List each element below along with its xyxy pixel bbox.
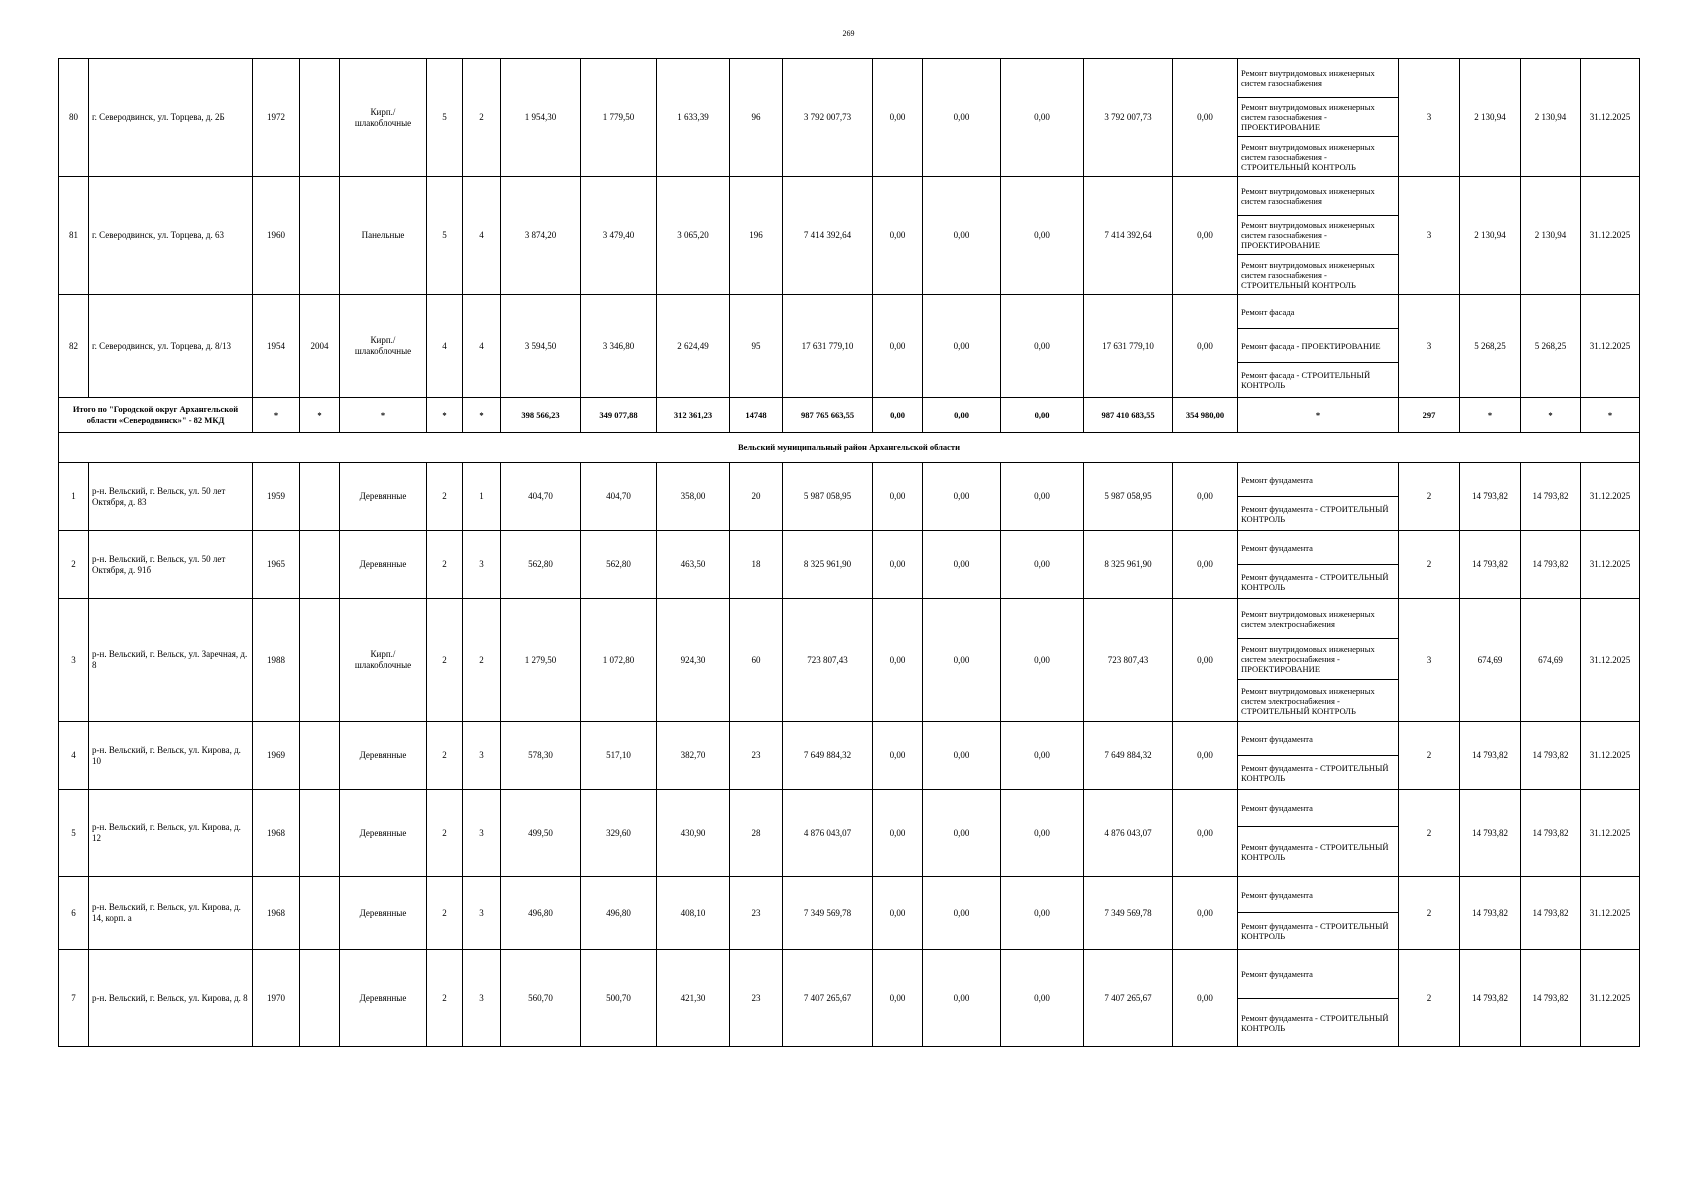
- cell-max-cost: 674,69: [1521, 599, 1581, 722]
- cell-fund-other: 0,00: [1173, 463, 1238, 531]
- cell-work-type: Ремонт фасада - ПРОЕКТИРОВАНИЕ: [1238, 329, 1399, 363]
- section-header-row: [59, 433, 1640, 463]
- cell-area-living: 430,90: [657, 790, 730, 877]
- cell-fund-mun: 0,00: [1001, 531, 1084, 599]
- cell-fund-owners: 7 649 884,32: [1084, 722, 1173, 790]
- table-row: [59, 177, 1640, 216]
- cell-walls: Деревянные: [340, 463, 427, 531]
- cell-residents: 96: [730, 59, 783, 177]
- cell-residents: 60: [730, 599, 783, 722]
- cell-area-total: 3 874,20: [501, 177, 581, 295]
- cell-cost-total: 7 349 569,78: [783, 877, 873, 950]
- section-title: Вельский муниципальный район Архангельской области: [59, 433, 1640, 463]
- cell-fund-owners: 5 987 058,95: [1084, 463, 1173, 531]
- cell-area-rooms: 329,60: [581, 790, 657, 877]
- cell-fund-mun: 0,00: [1001, 295, 1084, 398]
- cell-fund-mun: 0,00: [1001, 790, 1084, 877]
- cell-fund-reg: 0,00: [923, 790, 1001, 877]
- cell-entrances: 2: [463, 59, 501, 177]
- cell-n-works: 2: [1399, 531, 1460, 599]
- cell-entrances: 3: [463, 950, 501, 1047]
- cell-residents: 23: [730, 877, 783, 950]
- total-n-works: 297: [1399, 398, 1460, 433]
- cell-n-works: 3: [1399, 295, 1460, 398]
- cell-n-works: 2: [1399, 463, 1460, 531]
- table-row: [59, 877, 1640, 913]
- cell-fund-fed: 0,00: [873, 950, 923, 1047]
- cell-year-reno: [300, 877, 340, 950]
- total-floors: *: [427, 398, 463, 433]
- cell-year-reno: [300, 722, 340, 790]
- cell-area-living: 3 065,20: [657, 177, 730, 295]
- cell-area-rooms: 3 346,80: [581, 295, 657, 398]
- total-max-cost: *: [1521, 398, 1581, 433]
- cell-n-works: 3: [1399, 599, 1460, 722]
- cell-area-rooms: 1 072,80: [581, 599, 657, 722]
- cell-area-living: 924,30: [657, 599, 730, 722]
- cell-unit-cost: 14 793,82: [1460, 463, 1521, 531]
- cell-fund-mun: 0,00: [1001, 599, 1084, 722]
- cell-year-reno: [300, 950, 340, 1047]
- cell-work-type: Ремонт внутридомовых инженерных систем газоснабжения - СТРОИТЕЛЬНЫЙ КОНТРОЛЬ: [1238, 255, 1399, 295]
- cell-no: 7: [59, 950, 89, 1047]
- cell-area-living: 1 633,39: [657, 59, 730, 177]
- cell-address: р-н. Вельский, г. Вельск, ул. 50 лет Октября, д. 91б: [89, 531, 253, 599]
- cell-address: р-н. Вельский, г. Вельск, ул. Заречная, д. 8: [89, 599, 253, 722]
- cell-area-rooms: 562,80: [581, 531, 657, 599]
- total-row: [59, 398, 1640, 433]
- cell-fund-fed: 0,00: [873, 177, 923, 295]
- cell-fund-reg: 0,00: [923, 950, 1001, 1047]
- cell-n-works: 2: [1399, 790, 1460, 877]
- table-row: [59, 295, 1640, 329]
- page-number: 269: [842, 29, 855, 38]
- cell-fund-other: 0,00: [1173, 531, 1238, 599]
- cell-address: р-н. Вельский, г. Вельск, ул. 50 лет Октября, д. 83: [89, 463, 253, 531]
- cell-deadline: 31.12.2025: [1581, 531, 1640, 599]
- cell-floors: 2: [427, 722, 463, 790]
- cell-walls: Деревянные: [340, 950, 427, 1047]
- cell-fund-owners: 17 631 779,10: [1084, 295, 1173, 398]
- cell-entrances: 3: [463, 722, 501, 790]
- cell-year-reno: [300, 59, 340, 177]
- cell-unit-cost: 14 793,82: [1460, 790, 1521, 877]
- cell-residents: 23: [730, 950, 783, 1047]
- cell-deadline: 31.12.2025: [1581, 295, 1640, 398]
- cell-area-living: 358,00: [657, 463, 730, 531]
- cell-deadline: 31.12.2025: [1581, 59, 1640, 177]
- cell-year-built: 1959: [253, 463, 300, 531]
- cell-floors: 5: [427, 59, 463, 177]
- cell-address: р-н. Вельский, г. Вельск, ул. Кирова, д. 10: [89, 722, 253, 790]
- cell-walls: Панельные: [340, 177, 427, 295]
- cell-entrances: 3: [463, 790, 501, 877]
- cell-work-type: Ремонт внутридомовых инженерных систем газоснабжения: [1238, 59, 1399, 98]
- cell-address: г. Северодвинск, ул. Торцева, д. 63: [89, 177, 253, 295]
- cell-unit-cost: 674,69: [1460, 599, 1521, 722]
- cell-area-total: 1 279,50: [501, 599, 581, 722]
- cell-max-cost: 2 130,94: [1521, 177, 1581, 295]
- total-fund-owners: 987 410 683,55: [1084, 398, 1173, 433]
- cell-year-built: 1968: [253, 790, 300, 877]
- cell-fund-fed: 0,00: [873, 722, 923, 790]
- table-body: [59, 59, 1640, 1047]
- cell-fund-other: 0,00: [1173, 790, 1238, 877]
- total-deadline: *: [1581, 398, 1640, 433]
- cell-floors: 2: [427, 531, 463, 599]
- cell-walls: Деревянные: [340, 531, 427, 599]
- cell-fund-reg: 0,00: [923, 531, 1001, 599]
- cell-work-type: Ремонт фундамента - СТРОИТЕЛЬНЫЙ КОНТРОЛЬ: [1238, 756, 1399, 790]
- cell-fund-owners: 3 792 007,73: [1084, 59, 1173, 177]
- cell-address: г. Северодвинск, ул. Торцева, д. 2Б: [89, 59, 253, 177]
- cell-entrances: 2: [463, 599, 501, 722]
- cell-work-type: Ремонт фундамента: [1238, 877, 1399, 913]
- cell-fund-mun: 0,00: [1001, 463, 1084, 531]
- cell-residents: 28: [730, 790, 783, 877]
- cell-fund-reg: 0,00: [923, 295, 1001, 398]
- cell-no: 4: [59, 722, 89, 790]
- cell-max-cost: 14 793,82: [1521, 877, 1581, 950]
- cell-fund-mun: 0,00: [1001, 59, 1084, 177]
- cell-fund-fed: 0,00: [873, 59, 923, 177]
- cell-no: 5: [59, 790, 89, 877]
- cell-fund-owners: 723 807,43: [1084, 599, 1173, 722]
- cell-fund-fed: 0,00: [873, 790, 923, 877]
- cell-floors: 2: [427, 599, 463, 722]
- cell-fund-owners: 4 876 043,07: [1084, 790, 1173, 877]
- cell-deadline: 31.12.2025: [1581, 790, 1640, 877]
- cell-year-built: 1968: [253, 877, 300, 950]
- cell-residents: 196: [730, 177, 783, 295]
- cell-work-type: Ремонт внутридомовых инженерных систем газоснабжения - СТРОИТЕЛЬНЫЙ КОНТРОЛЬ: [1238, 137, 1399, 177]
- cell-floors: 2: [427, 877, 463, 950]
- cell-floors: 5: [427, 177, 463, 295]
- cell-deadline: 31.12.2025: [1581, 177, 1640, 295]
- cell-work-type: Ремонт фундамента: [1238, 790, 1399, 827]
- cell-work-type: Ремонт фундамента - СТРОИТЕЛЬНЫЙ КОНТРОЛЬ: [1238, 913, 1399, 950]
- cell-residents: 95: [730, 295, 783, 398]
- cell-no: 80: [59, 59, 89, 177]
- cell-floors: 2: [427, 463, 463, 531]
- cell-fund-owners: 7 414 392,64: [1084, 177, 1173, 295]
- total-area-living: 312 361,23: [657, 398, 730, 433]
- total-fund-reg: 0,00: [923, 398, 1001, 433]
- cell-entrances: 4: [463, 177, 501, 295]
- cell-deadline: 31.12.2025: [1581, 877, 1640, 950]
- cell-fund-mun: 0,00: [1001, 177, 1084, 295]
- cell-fund-other: 0,00: [1173, 877, 1238, 950]
- cell-year-built: 1972: [253, 59, 300, 177]
- cell-fund-reg: 0,00: [923, 599, 1001, 722]
- cell-cost-total: 5 987 058,95: [783, 463, 873, 531]
- total-year-reno: *: [300, 398, 340, 433]
- cell-area-total: 499,50: [501, 790, 581, 877]
- cell-cost-total: 723 807,43: [783, 599, 873, 722]
- cell-address: р-н. Вельский, г. Вельск, ул. Кирова, д. 8: [89, 950, 253, 1047]
- cell-fund-reg: 0,00: [923, 177, 1001, 295]
- cell-entrances: 3: [463, 877, 501, 950]
- cell-entrances: 4: [463, 295, 501, 398]
- capital-repair-register-table: [58, 58, 1640, 1047]
- cell-address: р-н. Вельский, г. Вельск, ул. Кирова, д. 12: [89, 790, 253, 877]
- cell-work-type: Ремонт внутридомовых инженерных систем электроснабжения: [1238, 599, 1399, 639]
- cell-deadline: 31.12.2025: [1581, 722, 1640, 790]
- cell-walls: Деревянные: [340, 790, 427, 877]
- cell-year-reno: [300, 463, 340, 531]
- cell-no: 1: [59, 463, 89, 531]
- cell-area-total: 404,70: [501, 463, 581, 531]
- cell-fund-mun: 0,00: [1001, 950, 1084, 1047]
- cell-walls: Деревянные: [340, 722, 427, 790]
- cell-max-cost: 14 793,82: [1521, 790, 1581, 877]
- cell-unit-cost: 14 793,82: [1460, 877, 1521, 950]
- cell-area-living: 2 624,49: [657, 295, 730, 398]
- total-area-rooms: 349 077,88: [581, 398, 657, 433]
- cell-entrances: 1: [463, 463, 501, 531]
- cell-walls: Кирп./ шлакоблочные: [340, 59, 427, 177]
- cell-fund-other: 0,00: [1173, 950, 1238, 1047]
- cell-year-built: 1970: [253, 950, 300, 1047]
- cell-area-living: 408,10: [657, 877, 730, 950]
- cell-n-works: 3: [1399, 59, 1460, 177]
- cell-unit-cost: 2 130,94: [1460, 59, 1521, 177]
- total-fund-fed: 0,00: [873, 398, 923, 433]
- cell-deadline: 31.12.2025: [1581, 463, 1640, 531]
- cell-address: г. Северодвинск, ул. Торцева, д. 8/13: [89, 295, 253, 398]
- cell-floors: 2: [427, 790, 463, 877]
- cell-year-reno: 2004: [300, 295, 340, 398]
- cell-area-total: 560,70: [501, 950, 581, 1047]
- cell-area-rooms: 517,10: [581, 722, 657, 790]
- cell-cost-total: 8 325 961,90: [783, 531, 873, 599]
- cell-fund-other: 0,00: [1173, 722, 1238, 790]
- table-row: [59, 722, 1640, 756]
- cell-fund-mun: 0,00: [1001, 877, 1084, 950]
- table-row: [59, 531, 1640, 565]
- cell-year-built: 1969: [253, 722, 300, 790]
- total-fund-mun: 0,00: [1001, 398, 1084, 433]
- total-label: Итого по "Городской округ Архангельской области «Северодвинск»" - 82 МКД: [59, 398, 253, 433]
- cell-no: 81: [59, 177, 89, 295]
- total-fund-other: 354 980,00: [1173, 398, 1238, 433]
- cell-fund-fed: 0,00: [873, 295, 923, 398]
- cell-fund-fed: 0,00: [873, 463, 923, 531]
- cell-walls: Деревянные: [340, 877, 427, 950]
- cell-work-type: Ремонт фундамента - СТРОИТЕЛЬНЫЙ КОНТРОЛЬ: [1238, 999, 1399, 1047]
- cell-work-type: Ремонт внутридомовых инженерных систем газоснабжения - ПРОЕКТИРОВАНИЕ: [1238, 216, 1399, 255]
- cell-work-type: Ремонт фундамента - СТРОИТЕЛЬНЫЙ КОНТРОЛЬ: [1238, 565, 1399, 599]
- cell-fund-fed: 0,00: [873, 877, 923, 950]
- cell-unit-cost: 2 130,94: [1460, 177, 1521, 295]
- cell-area-rooms: 496,80: [581, 877, 657, 950]
- cell-year-built: 1960: [253, 177, 300, 295]
- total-residents: 14748: [730, 398, 783, 433]
- cell-area-total: 562,80: [501, 531, 581, 599]
- cell-area-rooms: 1 779,50: [581, 59, 657, 177]
- cell-n-works: 2: [1399, 722, 1460, 790]
- cell-fund-fed: 0,00: [873, 599, 923, 722]
- cell-fund-reg: 0,00: [923, 463, 1001, 531]
- cell-unit-cost: 14 793,82: [1460, 950, 1521, 1047]
- cell-work-type: Ремонт внутридомовых инженерных систем газоснабжения - ПРОЕКТИРОВАНИЕ: [1238, 98, 1399, 137]
- cell-area-rooms: 3 479,40: [581, 177, 657, 295]
- cell-fund-owners: 8 325 961,90: [1084, 531, 1173, 599]
- cell-cost-total: 7 407 265,67: [783, 950, 873, 1047]
- cell-fund-owners: 7 349 569,78: [1084, 877, 1173, 950]
- cell-n-works: 2: [1399, 950, 1460, 1047]
- total-cost-total: 987 765 663,55: [783, 398, 873, 433]
- table-row: [59, 463, 1640, 497]
- cell-fund-owners: 7 407 265,67: [1084, 950, 1173, 1047]
- cell-no: 2: [59, 531, 89, 599]
- cell-residents: 23: [730, 722, 783, 790]
- cell-year-reno: [300, 599, 340, 722]
- cell-n-works: 3: [1399, 177, 1460, 295]
- total-entrances: *: [463, 398, 501, 433]
- cell-cost-total: 4 876 043,07: [783, 790, 873, 877]
- cell-cost-total: 17 631 779,10: [783, 295, 873, 398]
- cell-max-cost: 5 268,25: [1521, 295, 1581, 398]
- cell-work-type: Ремонт фасада - СТРОИТЕЛЬНЫЙ КОНТРОЛЬ: [1238, 363, 1399, 398]
- cell-cost-total: 7 414 392,64: [783, 177, 873, 295]
- cell-walls: Кирп./ шлакоблочные: [340, 599, 427, 722]
- cell-work-type: Ремонт фундамента: [1238, 722, 1399, 756]
- cell-area-living: 421,30: [657, 950, 730, 1047]
- cell-residents: 18: [730, 531, 783, 599]
- cell-cost-total: 7 649 884,32: [783, 722, 873, 790]
- cell-area-living: 463,50: [657, 531, 730, 599]
- cell-area-total: 1 954,30: [501, 59, 581, 177]
- cell-no: 6: [59, 877, 89, 950]
- cell-max-cost: 2 130,94: [1521, 59, 1581, 177]
- cell-work-type: Ремонт внутридомовых инженерных систем газоснабжения: [1238, 177, 1399, 216]
- cell-max-cost: 14 793,82: [1521, 722, 1581, 790]
- cell-cost-total: 3 792 007,73: [783, 59, 873, 177]
- cell-no: 3: [59, 599, 89, 722]
- cell-work-type: Ремонт фундамента: [1238, 463, 1399, 497]
- cell-year-reno: [300, 790, 340, 877]
- table-row: [59, 790, 1640, 827]
- cell-work-type: Ремонт фундамента: [1238, 531, 1399, 565]
- cell-max-cost: 14 793,82: [1521, 531, 1581, 599]
- cell-fund-other: 0,00: [1173, 599, 1238, 722]
- total-year-built: *: [253, 398, 300, 433]
- cell-fund-fed: 0,00: [873, 531, 923, 599]
- cell-floors: 2: [427, 950, 463, 1047]
- table-row: [59, 59, 1640, 98]
- cell-deadline: 31.12.2025: [1581, 950, 1640, 1047]
- cell-unit-cost: 14 793,82: [1460, 531, 1521, 599]
- cell-unit-cost: 5 268,25: [1460, 295, 1521, 398]
- cell-year-built: 1965: [253, 531, 300, 599]
- cell-area-total: 3 594,50: [501, 295, 581, 398]
- cell-area-rooms: 500,70: [581, 950, 657, 1047]
- cell-unit-cost: 14 793,82: [1460, 722, 1521, 790]
- cell-work-type: Ремонт фундамента - СТРОИТЕЛЬНЫЙ КОНТРОЛЬ: [1238, 497, 1399, 531]
- cell-fund-reg: 0,00: [923, 59, 1001, 177]
- cell-floors: 4: [427, 295, 463, 398]
- cell-fund-other: 0,00: [1173, 295, 1238, 398]
- cell-area-total: 496,80: [501, 877, 581, 950]
- total-area-total: 398 566,23: [501, 398, 581, 433]
- cell-work-type: Ремонт фундамента: [1238, 950, 1399, 999]
- cell-n-works: 2: [1399, 877, 1460, 950]
- cell-fund-other: 0,00: [1173, 177, 1238, 295]
- cell-max-cost: 14 793,82: [1521, 950, 1581, 1047]
- cell-fund-reg: 0,00: [923, 722, 1001, 790]
- cell-year-reno: [300, 531, 340, 599]
- table-row: [59, 599, 1640, 639]
- total-works: *: [1238, 398, 1399, 433]
- table-row: [59, 950, 1640, 999]
- cell-fund-reg: 0,00: [923, 877, 1001, 950]
- cell-walls: Кирп./ шлакоблочные: [340, 295, 427, 398]
- cell-year-built: 1954: [253, 295, 300, 398]
- cell-residents: 20: [730, 463, 783, 531]
- cell-fund-mun: 0,00: [1001, 722, 1084, 790]
- total-walls: *: [340, 398, 427, 433]
- cell-address: р-н. Вельский, г. Вельск, ул. Кирова, д. 14, корп. а: [89, 877, 253, 950]
- cell-work-type: Ремонт внутридомовых инженерных систем электроснабжения - СТРОИТЕЛЬНЫЙ КОНТРОЛЬ: [1238, 680, 1399, 722]
- cell-year-built: 1988: [253, 599, 300, 722]
- cell-work-type: Ремонт фасада: [1238, 295, 1399, 329]
- cell-area-total: 578,30: [501, 722, 581, 790]
- cell-work-type: Ремонт фундамента - СТРОИТЕЛЬНЫЙ КОНТРОЛЬ: [1238, 827, 1399, 877]
- cell-entrances: 3: [463, 531, 501, 599]
- total-unit-cost: *: [1460, 398, 1521, 433]
- cell-no: 82: [59, 295, 89, 398]
- cell-area-rooms: 404,70: [581, 463, 657, 531]
- cell-fund-other: 0,00: [1173, 59, 1238, 177]
- cell-year-reno: [300, 177, 340, 295]
- cell-area-living: 382,70: [657, 722, 730, 790]
- cell-deadline: 31.12.2025: [1581, 599, 1640, 722]
- cell-work-type: Ремонт внутридомовых инженерных систем электроснабжения - ПРОЕКТИРОВАНИЕ: [1238, 639, 1399, 680]
- cell-max-cost: 14 793,82: [1521, 463, 1581, 531]
